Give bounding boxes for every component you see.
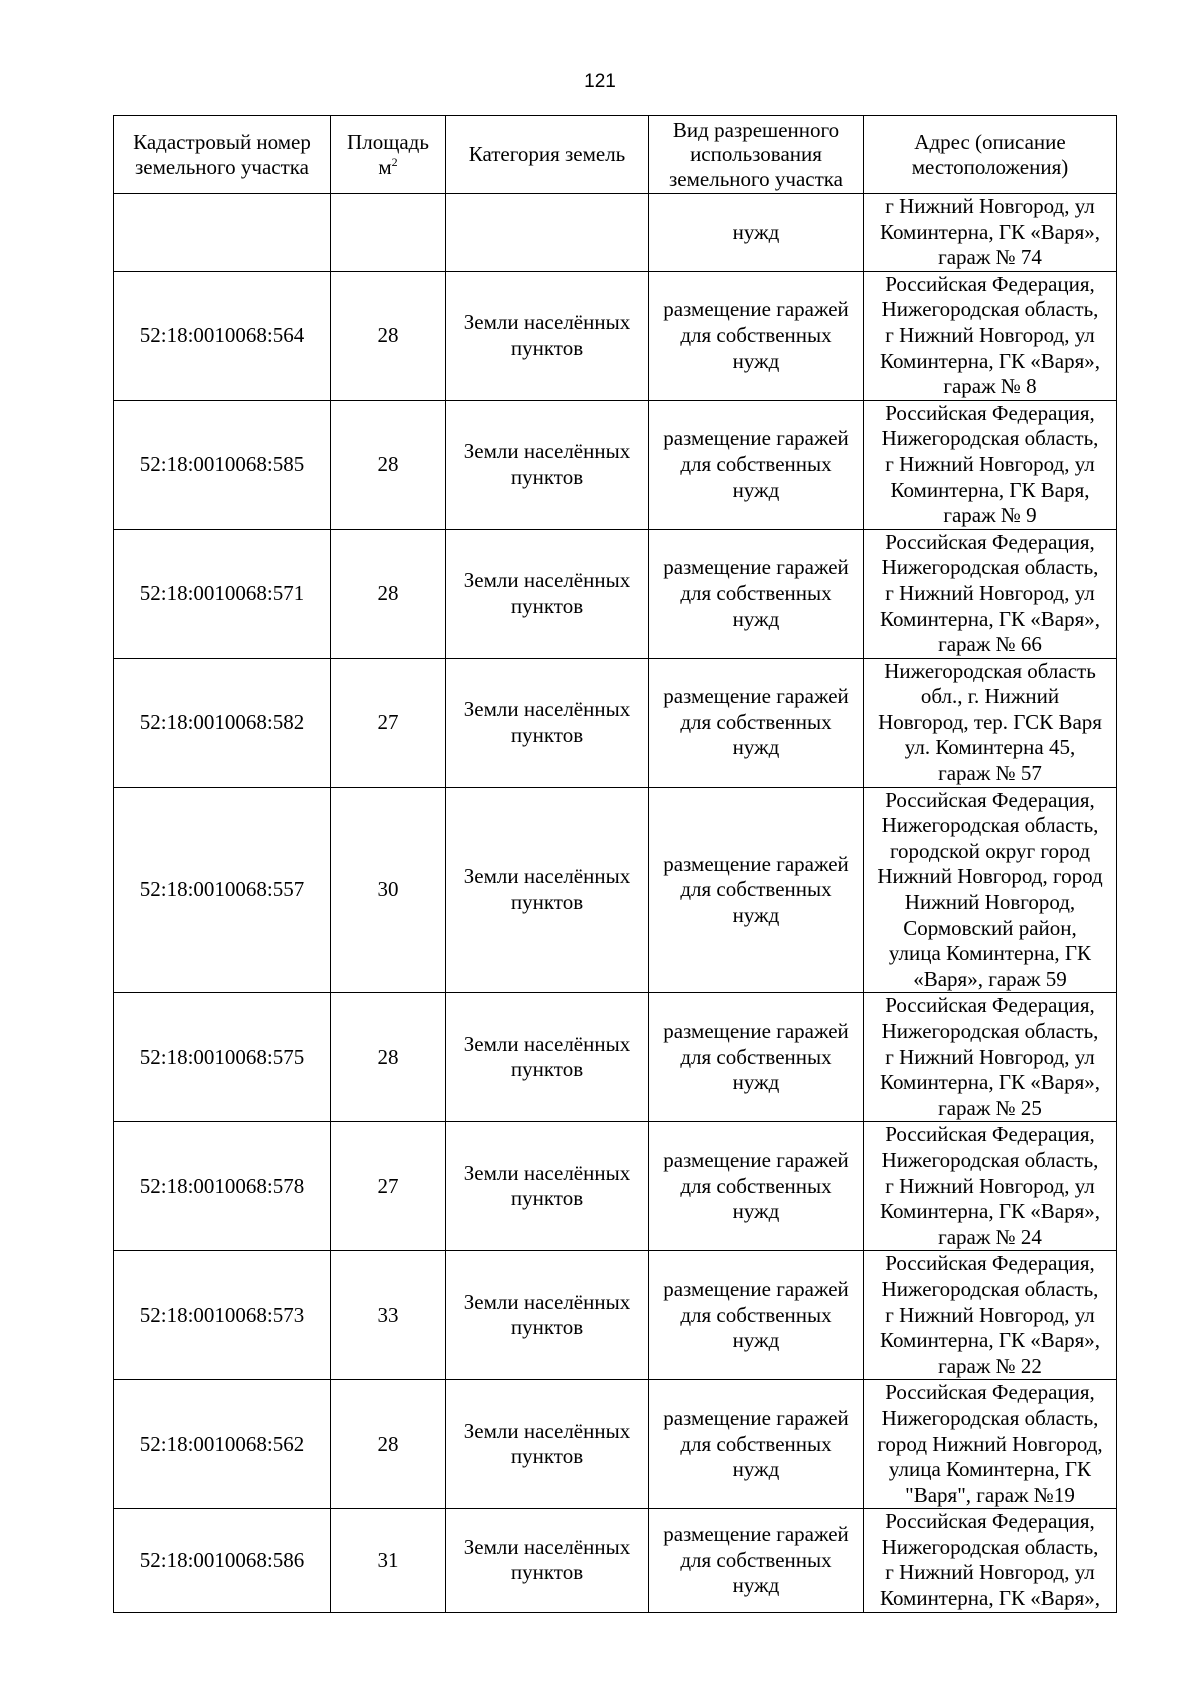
- cell-permitted-use: размещение гаражей для собственных нужд: [649, 1251, 864, 1380]
- cell-area: 27: [331, 1122, 446, 1251]
- cell-permitted-use: размещение гаражей для собственных нужд: [649, 400, 864, 529]
- table-row: [114, 400, 1117, 529]
- table-row: [114, 658, 1117, 787]
- cell-land-category: Земли населённых пунктов: [446, 1251, 649, 1380]
- cell-permitted-use: размещение гаражей для собственных нужд: [649, 993, 864, 1122]
- cell-address: Российская Федерация, Нижегородская область, г Нижний Новгород, ул Коминтерна, ГК «Варя», гараж № 24: [864, 1122, 1117, 1251]
- cell-permitted-use: размещение гаражей для собственных нужд: [649, 1122, 864, 1251]
- cell-land-category: Земли населённых пунктов: [446, 993, 649, 1122]
- header-permitted-use: Вид разрешенного использования земельного участка: [649, 116, 864, 194]
- cell-address: Российская Федерация, Нижегородская область, г Нижний Новгород, ул Коминтерна, ГК «Варя», гараж № 25: [864, 993, 1117, 1122]
- cell-cadastral-number: 52:18:0010068:585: [114, 400, 331, 529]
- cell-land-category: Земли населённых пунктов: [446, 1380, 649, 1509]
- header-area-label: Площадь м: [347, 130, 429, 179]
- cell-land-category: Земли населённых пунктов: [446, 271, 649, 400]
- cell-cadastral-number: 52:18:0010068:571: [114, 529, 331, 658]
- cell-address: Российская Федерация, Нижегородская область, г Нижний Новгород, ул Коминтерна, ГК «Варя», гараж № 8: [864, 271, 1117, 400]
- cell-permitted-use: размещение гаражей для собственных нужд: [649, 529, 864, 658]
- cell-area: 28: [331, 993, 446, 1122]
- cell-address: Российская Федерация, Нижегородская область, г Нижний Новгород, ул Коминтерна, ГК «Варя», гараж № 66: [864, 529, 1117, 658]
- cell-land-category: [446, 194, 649, 272]
- cell-land-category: Земли населённых пунктов: [446, 787, 649, 993]
- table-row: [114, 787, 1117, 993]
- table-row-continuation: [114, 194, 1117, 272]
- table-row: [114, 1509, 1117, 1612]
- cell-area: 31: [331, 1509, 446, 1612]
- table-header-row: [114, 116, 1117, 194]
- cell-land-category: Земли населённых пунктов: [446, 400, 649, 529]
- table-row: [114, 529, 1117, 658]
- cell-address: г Нижний Новгород, ул Коминтерна, ГК «Варя», гараж № 74: [864, 194, 1117, 272]
- cell-land-category: Земли населённых пунктов: [446, 658, 649, 787]
- cell-cadastral-number: 52:18:0010068:557: [114, 787, 331, 993]
- header-area-superscript: 2: [391, 154, 398, 169]
- page-number: 121: [584, 71, 616, 92]
- table-row: [114, 1380, 1117, 1509]
- cell-land-category: Земли населённых пунктов: [446, 529, 649, 658]
- header-cadastral-number: Кадастровый номер земельного участка: [114, 116, 331, 194]
- cell-permitted-use: нужд: [649, 194, 864, 272]
- cell-area: 27: [331, 658, 446, 787]
- cell-cadastral-number: 52:18:0010068:562: [114, 1380, 331, 1509]
- cell-area: 28: [331, 1380, 446, 1509]
- cell-land-category: Земли населённых пунктов: [446, 1122, 649, 1251]
- cell-permitted-use: размещение гаражей для собственных нужд: [649, 658, 864, 787]
- cell-area: 28: [331, 271, 446, 400]
- cell-cadastral-number: 52:18:0010068:575: [114, 993, 331, 1122]
- table-row: [114, 1122, 1117, 1251]
- cell-area: 33: [331, 1251, 446, 1380]
- cell-cadastral-number: 52:18:0010068:582: [114, 658, 331, 787]
- header-land-category: Категория земель: [446, 116, 649, 194]
- table-row: [114, 1251, 1117, 1380]
- cell-cadastral-number: 52:18:0010068:578: [114, 1122, 331, 1251]
- land-plots-table: [113, 115, 1117, 1613]
- table-body: [114, 194, 1117, 1613]
- header-area: [331, 116, 446, 194]
- cell-permitted-use: размещение гаражей для собственных нужд: [649, 271, 864, 400]
- cell-address: Нижегородская область обл., г. Нижний Новгород, тер. ГСК Варя ул. Коминтерна 45, гараж № 57: [864, 658, 1117, 787]
- cell-address: Российская Федерация, Нижегородская область, город Нижний Новгород, улица Коминтерна, ГК "Варя", гараж №19: [864, 1380, 1117, 1509]
- table-row: [114, 271, 1117, 400]
- cell-address: Российская Федерация, Нижегородская область, городской округ город Нижний Новгород, город Нижний Новгород, Сормовский район, улица Коминтерна, ГК «Варя», гараж 59: [864, 787, 1117, 993]
- table-row: [114, 993, 1117, 1122]
- cell-area: 28: [331, 529, 446, 658]
- cell-land-category: Земли населённых пунктов: [446, 1509, 649, 1612]
- cell-address: Российская Федерация, Нижегородская область, г Нижний Новгород, ул Коминтерна, ГК Варя, гараж № 9: [864, 400, 1117, 529]
- cell-area: 30: [331, 787, 446, 993]
- cell-cadastral-number: [114, 194, 331, 272]
- cell-permitted-use: размещение гаражей для собственных нужд: [649, 1380, 864, 1509]
- cell-permitted-use: размещение гаражей для собственных нужд: [649, 1509, 864, 1612]
- cell-area: [331, 194, 446, 272]
- header-address: Адрес (описание местоположения): [864, 116, 1117, 194]
- cell-cadastral-number: 52:18:0010068:564: [114, 271, 331, 400]
- cell-area: 28: [331, 400, 446, 529]
- cell-cadastral-number: 52:18:0010068:586: [114, 1509, 331, 1612]
- cell-address: Российская Федерация, Нижегородская область, г Нижний Новгород, ул Коминтерна, ГК «Варя»,: [864, 1509, 1117, 1612]
- cell-permitted-use: размещение гаражей для собственных нужд: [649, 787, 864, 993]
- cell-address: Российская Федерация, Нижегородская область, г Нижний Новгород, ул Коминтерна, ГК «Варя», гараж № 22: [864, 1251, 1117, 1380]
- cell-cadastral-number: 52:18:0010068:573: [114, 1251, 331, 1380]
